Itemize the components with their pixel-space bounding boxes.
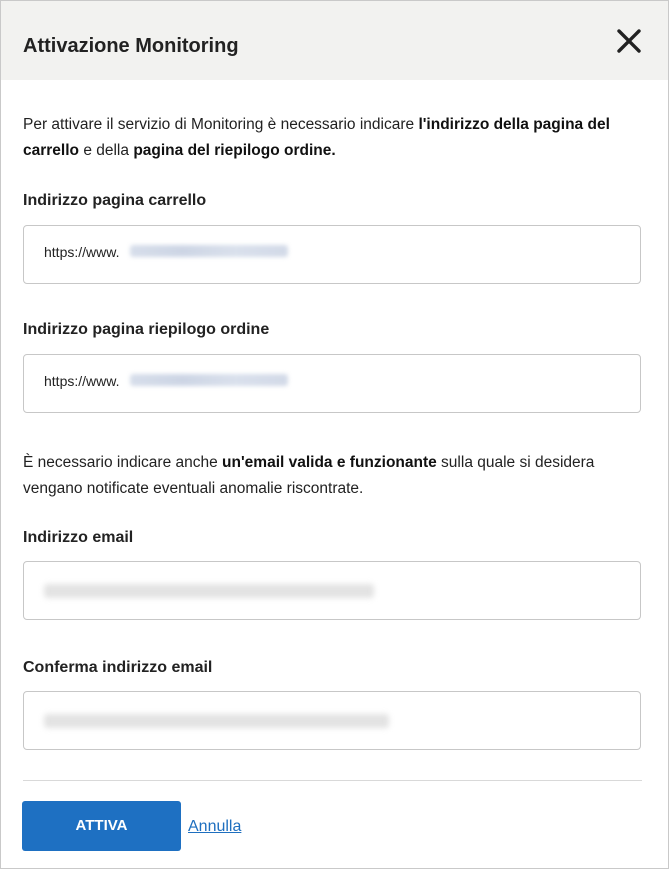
email-note-text <box>23 450 623 502</box>
intro-text-part1: Per attivare il servizio di Monitoring è necessario indicare <box>23 116 419 133</box>
email-input[interactable] <box>23 561 641 620</box>
activate-button[interactable]: ATTIVA <box>22 801 181 851</box>
confirm-email-input[interactable] <box>23 691 641 750</box>
footer-divider <box>23 780 642 781</box>
dialog-header <box>1 1 668 80</box>
cart-url-prefix: https://www. <box>44 244 120 260</box>
intro-text-bold2: pagina del riepilogo ordine. <box>133 142 336 159</box>
close-button[interactable] <box>613 25 645 57</box>
redacted-domain <box>130 245 288 257</box>
email-note-part2: sulla quale si desidera vengano notificate eventuali anomalie riscontrate. <box>23 454 595 497</box>
dialog-title: Attivazione Monitoring <box>23 35 239 57</box>
email-note-bold: un'email valida e funzionante <box>222 454 437 471</box>
cancel-link[interactable]: Annulla <box>188 818 242 835</box>
summary-url-input[interactable] <box>23 354 641 413</box>
intro-text-bold1: l'indirizzo della pagina del carrello <box>23 116 610 159</box>
summary-url-prefix: https://www. <box>44 373 120 389</box>
redacted-placeholder <box>44 714 389 728</box>
email-note-part1: È necessario indicare anche <box>23 454 223 471</box>
close-icon <box>613 25 645 57</box>
email-label: Indirizzo email <box>23 529 134 546</box>
redacted-placeholder <box>44 584 374 598</box>
cart-url-label: Indirizzo pagina carrello <box>23 192 207 209</box>
intro-text-part2: e della <box>79 142 134 159</box>
summary-url-label: Indirizzo pagina riepilogo ordine <box>23 321 270 338</box>
cart-url-input[interactable] <box>23 225 641 284</box>
confirm-email-label: Conferma indirizzo email <box>23 659 213 676</box>
redacted-domain <box>130 374 288 386</box>
intro-text <box>23 112 623 164</box>
